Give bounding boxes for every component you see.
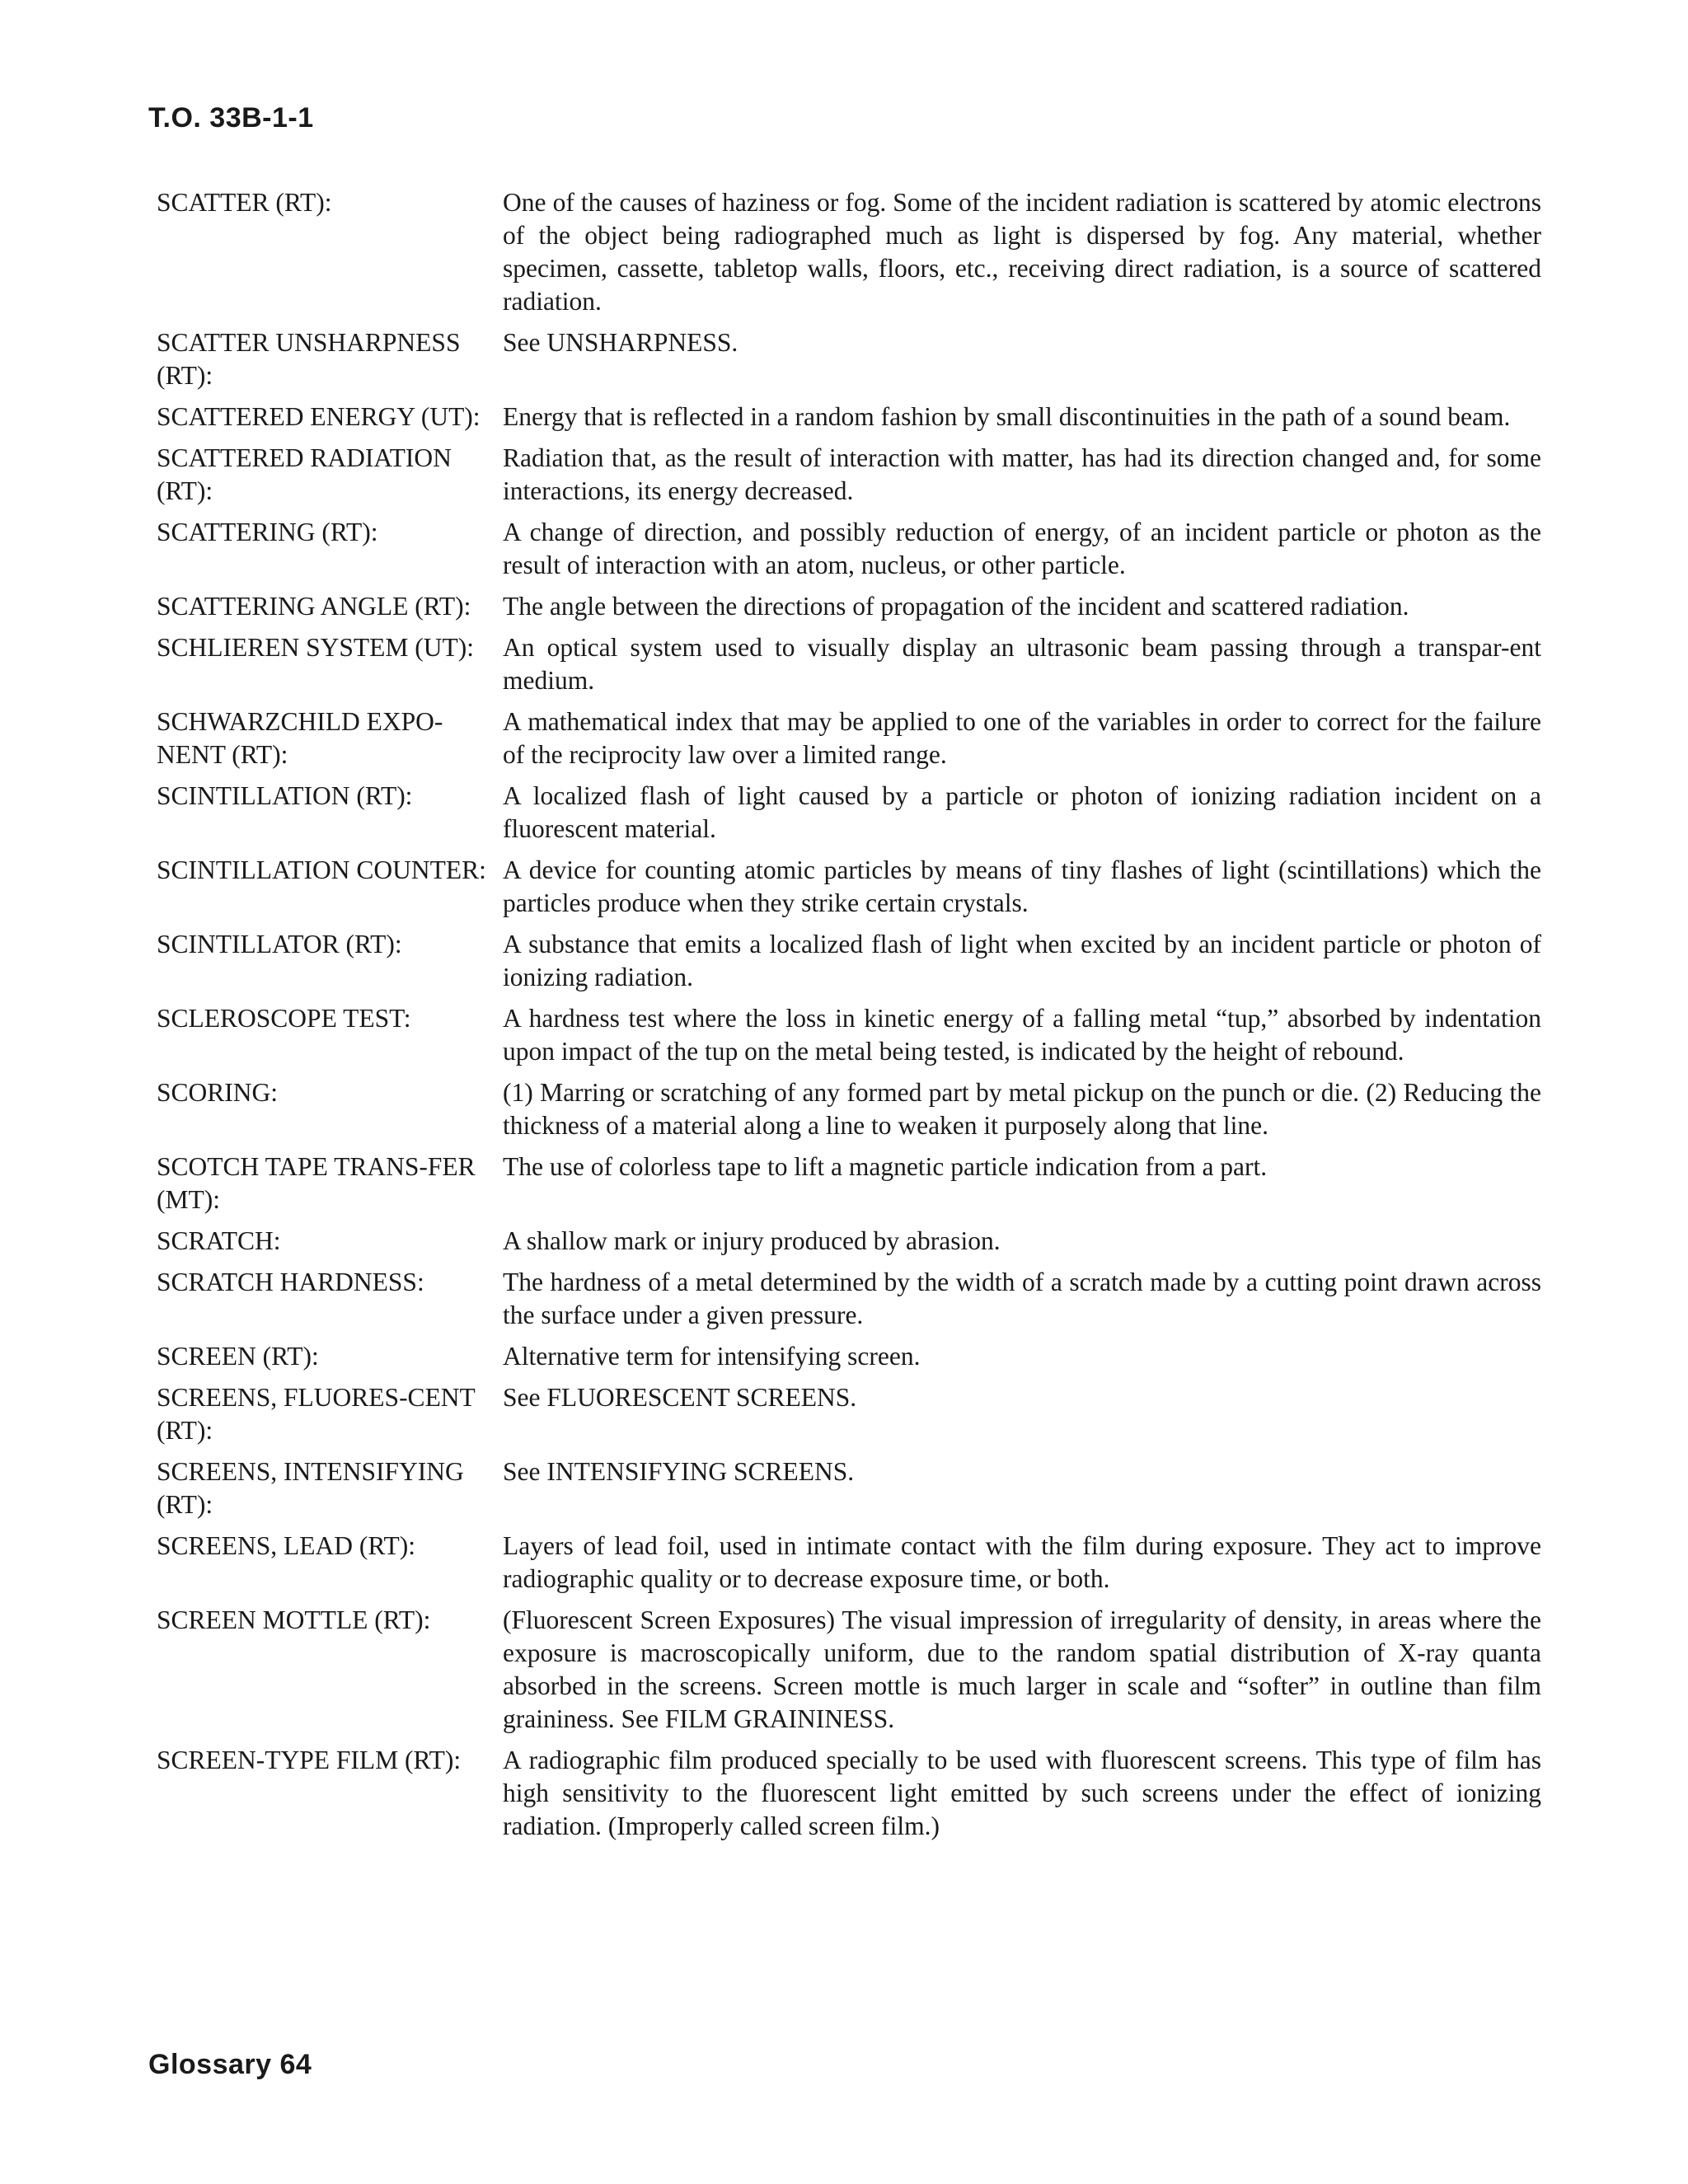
glossary-definition: One of the causes of haziness or fog. Some of the incident radiation is scattered by atomic electrons of the object being radiographed much as light is dispersed by fog. Any material, whether specimen, cassette, tabletop walls, floors, etc., receiving direct radiation, is a source of scattered radiation. [503,188,1541,316]
glossary-term: SCINTILLATOR (RT): [157,930,402,958]
glossary-entry [157,1530,1541,1596]
glossary-entry [157,1381,1541,1447]
glossary-definition: (Fluorescent Screen Exposures) The visual impression of irregularity of density, in areas where the exposure is macroscopically uniform, due to the random spatial distribution of X-ray quanta absorbed in the screens. Screen mottle is much larger in scale and “softer” in outline than film graininess. See FILM GRAININESS. [503,1605,1541,1733]
glossary-entry [157,928,1541,994]
glossary-definition: The hardness of a metal determined by the width of a scratch made by a cutting point drawn across the surface under a given pressure. [503,1268,1541,1329]
glossary-entry [157,705,1541,771]
glossary-entry [157,1266,1541,1332]
glossary-term: SCREENS, LEAD (RT): [157,1531,415,1560]
glossary-entry [157,780,1541,846]
glossary-term: SCATTERED ENERGY (UT): [157,402,481,431]
glossary-definition: A hardness test where the loss in kinetic energy of a falling metal “tup,” absorbed by indentation upon impact of the tup on the metal being tested, is indicated by the height of rebound. [503,1004,1541,1066]
glossary-definition: A radiographic film produced specially to be used with fluorescent screens. This type of film has high sensitivity to the fluorescent light emitted by such screens under the effect of ionizing radiation. (Improperly called screen film.) [503,1746,1541,1840]
glossary-term: SCATTERING (RT): [157,518,378,546]
glossary-entry [157,1744,1541,1843]
glossary-term: SCATTER (RT): [157,188,332,217]
glossary-definition: A substance that emits a localized flash of light when excited by an incident particle or photon of ionizing radiation. [503,930,1541,991]
glossary-definition: See UNSHARPNESS. [503,328,738,357]
glossary-entry [157,854,1541,920]
glossary-term: SCATTER UNSHARPNESS (RT): [157,328,461,390]
glossary-term: SCOTCH TAPE TRANS-FER (MT): [157,1152,476,1214]
glossary-definition: Alternative term for intensifying screen. [503,1342,921,1371]
glossary-definition: Energy that is reflected in a random fashion by small discontinuities in the path of a sound beam. [503,402,1511,431]
glossary-definition: A device for counting atomic particles by means of tiny flashes of light (scintillations) which the particles produce when they strike certain crystals. [503,855,1541,917]
glossary-term: SCREENS, FLUORES-CENT (RT): [157,1383,476,1445]
document-id: T.O. 33B-1-1 [148,102,314,134]
glossary-term: SCHWARZCHILD EXPO-NENT (RT): [157,707,443,769]
glossary-definition: Radiation that, as the result of interaction with matter, has had its direction changed and, for some interactions, its energy decreased. [503,443,1541,505]
glossary-term: SCHLIEREN SYSTEM (UT): [157,633,474,662]
glossary-term: SCINTILLATION COUNTER: [157,855,486,884]
glossary-definition: An optical system used to visually display an ultrasonic beam passing through a transpar-ent medium. [503,633,1541,695]
glossary-entry [157,401,1541,434]
glossary-definition: A change of direction, and possibly reduction of energy, of an incident particle or photon as the result of interaction with an atom, nucleus, or other particle. [503,518,1541,579]
glossary-definition: The angle between the directions of propagation of the incident and scattered radiation. [503,592,1409,621]
glossary-entry [157,590,1541,623]
glossary-definition: See FLUORESCENT SCREENS. [503,1383,857,1412]
glossary-entry [157,1151,1541,1216]
page-number: Glossary 64 [148,2049,312,2080]
glossary-definition: The use of colorless tape to lift a magnetic particle indication from a part. [503,1152,1268,1181]
glossary-term: SCREENS, INTENSIFYING (RT): [157,1457,464,1519]
glossary-entry [157,631,1541,697]
glossary-term: SCREEN MOTTLE (RT): [157,1605,431,1634]
glossary-entry [157,442,1541,508]
glossary-list [157,186,1541,1851]
glossary-definition: See INTENSIFYING SCREENS. [503,1457,855,1486]
glossary-entry [157,186,1541,318]
glossary-term: SCRATCH HARDNESS: [157,1268,424,1296]
glossary-definition: (1) Marring or scratching of any formed part by metal pickup on the punch or die. (2) Reducing the thickness of a material along a line to weaken it purposely along that line. [503,1078,1541,1140]
glossary-entry [157,1455,1541,1521]
glossary-entry [157,1225,1541,1258]
glossary-term: SCLEROSCOPE TEST: [157,1004,411,1033]
glossary-entry [157,326,1541,392]
glossary-definition: A localized flash of light caused by a particle or photon of ionizing radiation incident on a fluorescent material. [503,781,1541,843]
glossary-entry [157,516,1541,582]
glossary-term: SCORING: [157,1078,279,1107]
glossary-entry [157,1002,1541,1068]
glossary-term: SCREEN (RT): [157,1342,319,1371]
glossary-definition: A mathematical index that may be applied to one of the variables in order to correct for the failure of the reciprocity law over a limited range. [503,707,1541,769]
glossary-definition: Layers of lead foil, used in intimate contact with the film during exposure. They act to improve radiographic quality or to decrease exposure time, or both. [503,1531,1541,1593]
glossary-term: SCRATCH: [157,1226,281,1255]
glossary-term: SCATTERING ANGLE (RT): [157,592,471,621]
glossary-definition: A shallow mark or injury produced by abrasion. [503,1226,1001,1255]
glossary-entry [157,1340,1541,1373]
glossary-term: SCATTERED RADIATION (RT): [157,443,452,505]
glossary-term: SCINTILLATION (RT): [157,781,413,810]
glossary-term: SCREEN-TYPE FILM (RT): [157,1746,462,1774]
glossary-entry [157,1604,1541,1736]
glossary-entry [157,1076,1541,1142]
